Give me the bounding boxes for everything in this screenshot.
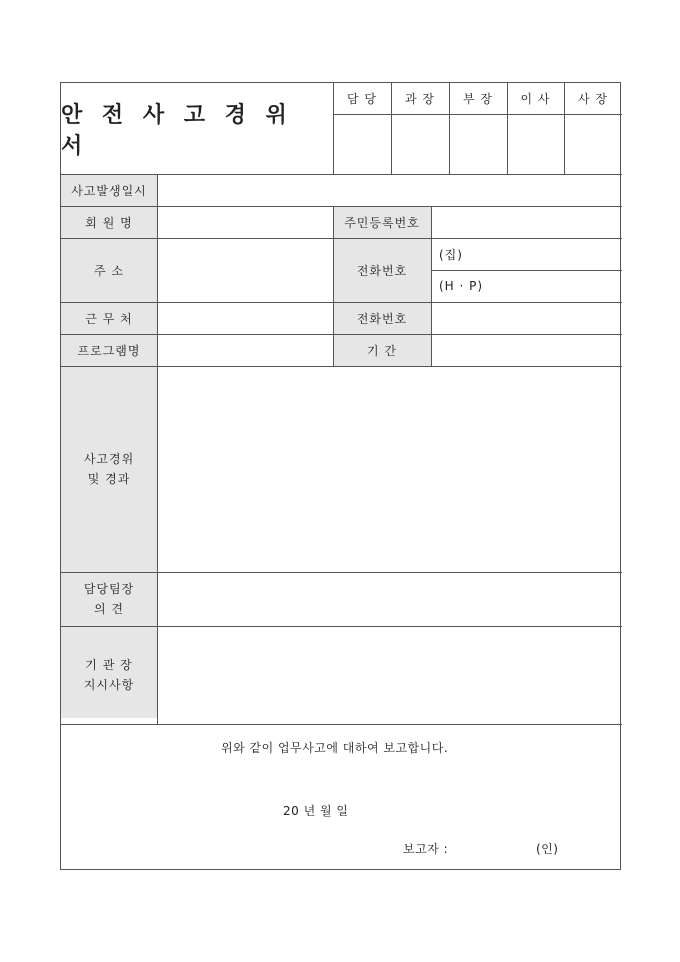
label-accident-datetime: 사고발생일시 bbox=[71, 183, 147, 198]
label-period: 기 간 bbox=[367, 343, 397, 358]
field-period[interactable] bbox=[431, 334, 622, 366]
approval-sign-president[interactable] bbox=[564, 114, 622, 174]
accident-report-form bbox=[60, 82, 621, 870]
field-team-leader-opinion[interactable] bbox=[157, 572, 622, 626]
approval-sign-director[interactable] bbox=[507, 114, 564, 174]
label-team-leader-line2: 의 견 bbox=[94, 602, 124, 616]
field-program-name[interactable] bbox=[157, 334, 333, 366]
approval-header-manager: 담 당 bbox=[347, 92, 377, 106]
label-resident-number: 주민등록번호 bbox=[344, 215, 420, 230]
approval-sign-department-head[interactable] bbox=[449, 114, 507, 174]
field-address[interactable] bbox=[157, 238, 333, 302]
field-resident-number[interactable] bbox=[431, 206, 622, 238]
report-statement: 위와 같이 업무사고에 대하여 보고합니다. bbox=[221, 741, 449, 755]
field-accident-details[interactable] bbox=[157, 366, 622, 572]
approval-sign-manager[interactable] bbox=[333, 114, 391, 174]
approval-header-section-chief: 과 장 bbox=[405, 92, 435, 106]
label-team-leader-opinion bbox=[61, 572, 157, 626]
label-member-name: 회 원 명 bbox=[85, 215, 133, 230]
label-address: 주 소 bbox=[94, 263, 124, 278]
label-workplace: 근 무 처 bbox=[85, 311, 133, 326]
label-workplace-phone: 전화번호 bbox=[356, 311, 408, 326]
field-accident-datetime[interactable] bbox=[157, 174, 622, 206]
approval-header-president: 사 장 bbox=[578, 92, 608, 106]
report-date[interactable]: 20 년 월 일 bbox=[283, 804, 349, 818]
label-director-line1: 기 관 장 bbox=[85, 658, 133, 672]
seal-mark: (인) bbox=[536, 842, 559, 856]
label-team-leader-line1: 담당팀장 bbox=[83, 582, 135, 596]
reporter-name-field[interactable] bbox=[461, 835, 531, 857]
approval-sign-section-chief[interactable] bbox=[391, 114, 449, 174]
row-line bbox=[61, 724, 622, 725]
approval-header-department-head: 부 장 bbox=[463, 92, 493, 106]
label-director-line2: 지시사항 bbox=[83, 678, 135, 692]
reporter-label: 보고자 : bbox=[403, 842, 449, 856]
field-workplace[interactable] bbox=[157, 302, 333, 334]
approval-header-director: 이 사 bbox=[520, 92, 551, 106]
label-accident-details-line2: 및 경과 bbox=[87, 472, 131, 486]
field-director-instructions[interactable] bbox=[157, 626, 622, 724]
label-accident-details bbox=[61, 366, 157, 572]
document-title: 안 전 사 고 경 위 서 bbox=[61, 101, 293, 159]
label-director-instructions bbox=[61, 626, 157, 724]
field-mobile-phone[interactable]: (H · P) bbox=[439, 279, 484, 293]
field-workplace-phone[interactable] bbox=[431, 302, 622, 334]
label-program-name: 프로그램명 bbox=[77, 343, 141, 358]
label-phone: 전화번호 bbox=[356, 263, 408, 278]
label-accident-details-line1: 사고경위 bbox=[83, 452, 135, 466]
field-home-phone[interactable]: (집) bbox=[439, 247, 463, 262]
field-member-name[interactable] bbox=[157, 206, 333, 238]
